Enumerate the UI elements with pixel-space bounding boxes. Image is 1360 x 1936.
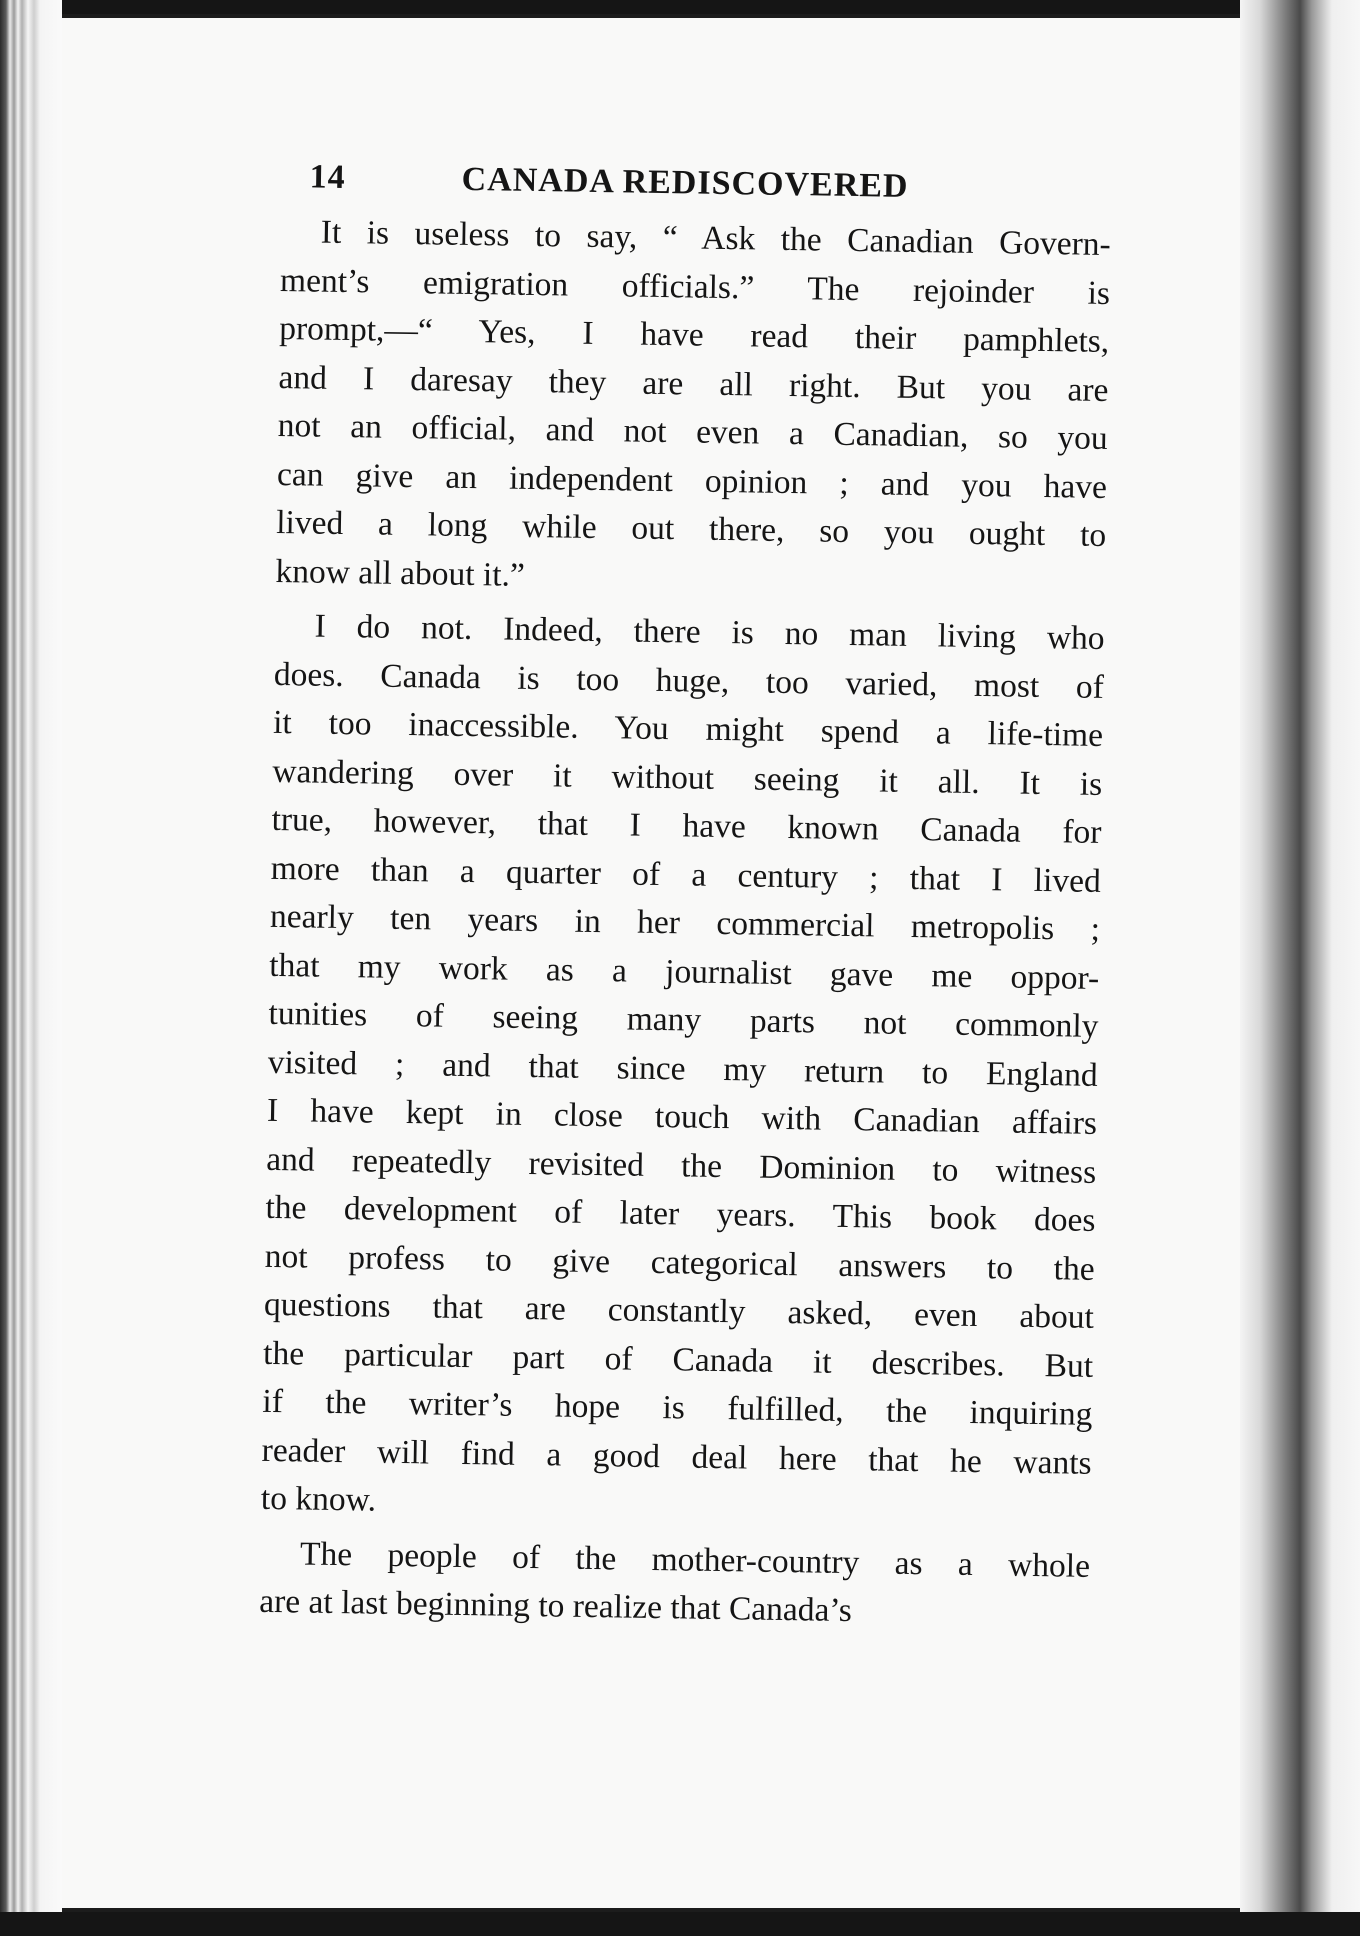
text-line: it too inaccessible. You might spend a life-time [272,703,1104,754]
text-line: the development of later years. This book does [265,1188,1096,1239]
text-line: prompt,—“ Yes, I have read their pamphlets, [279,309,1110,361]
text-line: know all about it.” [275,552,526,594]
text-line: tunities of seeing many parts not commonly [268,994,1099,1045]
text-line: not an official, and not even a Canadian, so you [277,406,1108,458]
text-line: and I daresay they are all right. But you are [278,358,1109,409]
paragraph [259,1529,1090,1639]
page-number: 14 [309,158,346,197]
book-title: CANADA REDISCOVERED [461,160,909,205]
text-line: the particular part of Canada it describes. But [262,1334,1094,1385]
text-line: I do not. Indeed, there is no man living who [314,607,1105,657]
scan-bottom-edge [0,1912,1360,1936]
book-gutter-shadow [1240,0,1360,1936]
text-line: if the writer’s hope is fulfilled, the inquiring [262,1382,1093,1433]
text-line: nearly ten years in her commercial metropolis ; [269,897,1101,948]
text-line: not profess to give categorical answers to the [264,1237,1095,1288]
text-line: that my work as a journalist gave me oppor- [269,946,1100,997]
text-line: more than a quarter of a century ; that I lived [270,849,1102,900]
text-line: to know. [260,1479,377,1519]
text-line: It is useless to say, “ Ask the Canadian Govern- [320,213,1112,264]
text-line: The people of the mother-country as a whole [299,1534,1091,1585]
text-line: I have kept in close touch with Canadian affairs [266,1091,1098,1142]
body-text [259,208,1111,1639]
scan-top-edge [0,0,1360,14]
paragraph [275,208,1111,609]
text-line: ment’s emigration officials.” The rejoinder is [279,261,1111,312]
text-line: questions that are constantly asked, even about [263,1285,1095,1336]
text-line: wandering over it without seeing it all. It is [272,752,1103,803]
text-line: visited ; and that since my return to England [267,1043,1098,1094]
paragraph [261,602,1105,1536]
text-line: does. Canada is too huge, too varied, most of [273,655,1105,706]
text-line: are at last beginning to realize that Canada’s [259,1582,853,1630]
text-line: and repeatedly revisited the Dominion to witness [265,1140,1097,1191]
text-line: reader will find a good deal here that he wants [261,1431,1092,1482]
page-stack-edges [0,0,62,1936]
text-line: true, however, that I have known Canada for [271,800,1102,851]
text-line: can give an independent opinion ; and you have [276,455,1108,506]
text-line: lived a long while out there, so you ought to [275,503,1107,554]
page-text-block [259,158,1112,1645]
